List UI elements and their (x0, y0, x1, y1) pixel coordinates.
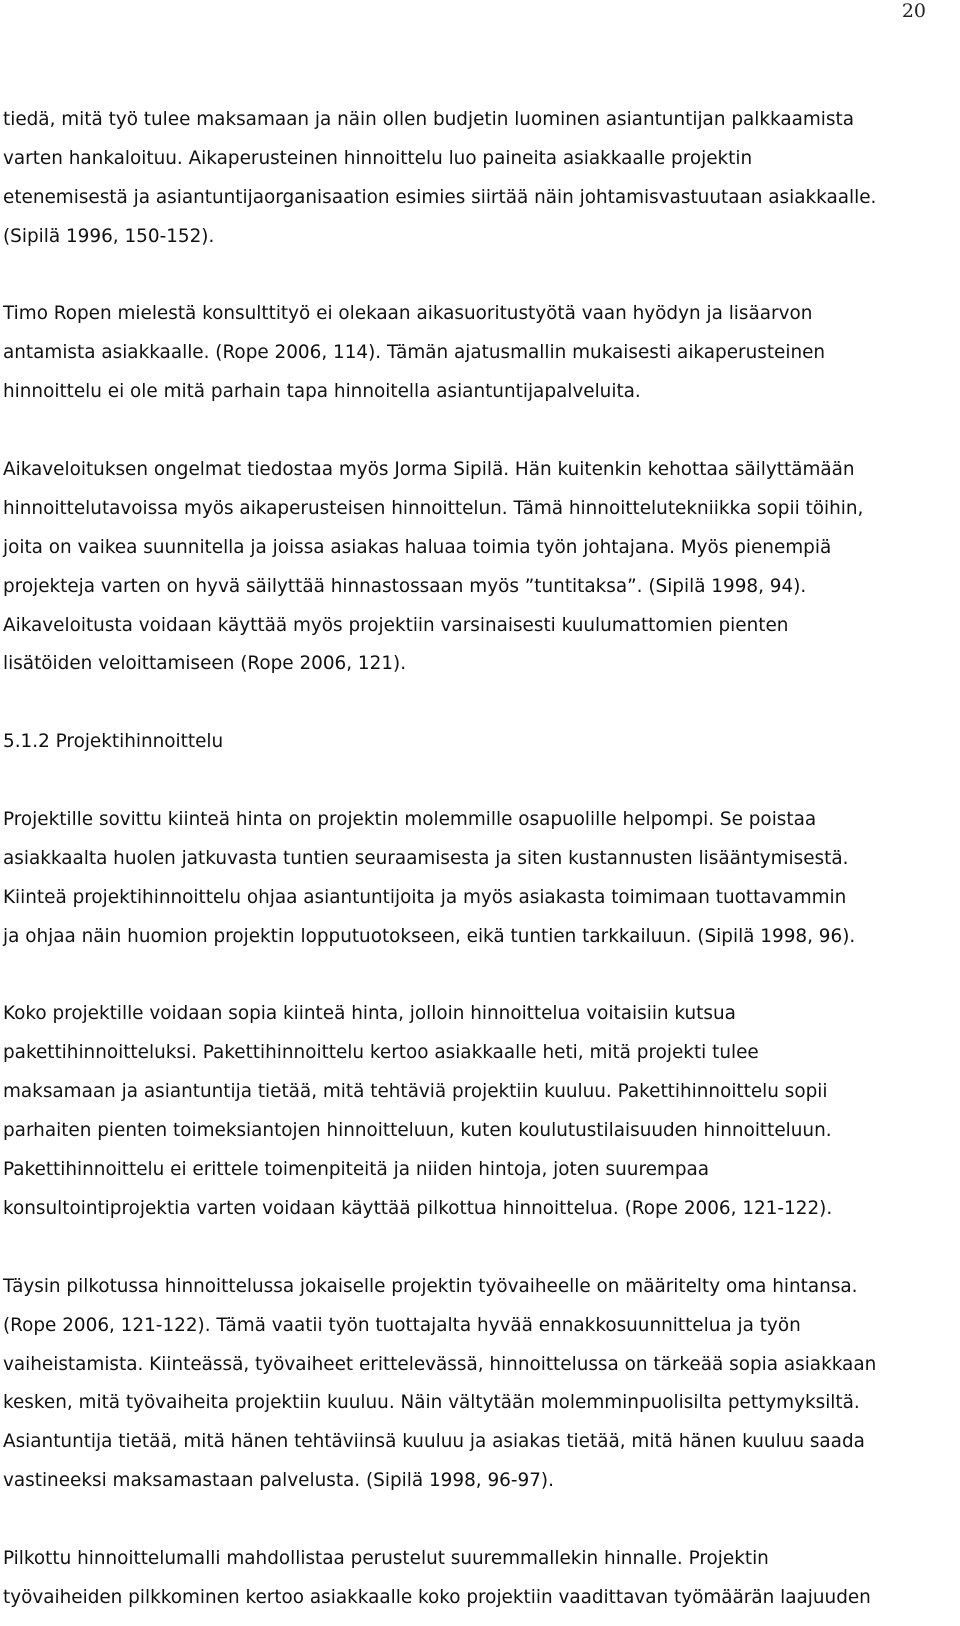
text-line: Täysin pilkotussa hinnoittelussa jokaiselle projektin työvaiheelle on määritelty oma hintansa. (3, 1275, 858, 1297)
text-line: parhaiten pienten toimeksiantojen hinnoitteluun, kuten koulutustilaisuuden hinnoitteluun. (3, 1120, 832, 1142)
paragraph-gap (3, 1229, 938, 1268)
paragraph (3, 295, 938, 412)
paragraph (3, 801, 938, 957)
paragraph-gap (3, 762, 938, 801)
text-line: hinnoittelutavoissa myös aikaperusteisen hinnoittelun. Tämä hinnoittelutekniikka sopii töihin, (3, 497, 864, 519)
section-heading (3, 723, 938, 762)
text-line: asiakkaalta huolen jatkuvasta tuntien seuraamisesta ja siten kustannusten lisääntymisestä. (3, 847, 849, 869)
text-line: pakettihinnoitteluksi. Pakettihinnoittelu kertoo asiakkaalle heti, mitä projekti tulee (3, 1042, 759, 1064)
text-line: etenemisestä ja asiantuntijaorganisaation esimies siirtää näin johtamisvastuutaan asiakkaalle. (3, 186, 877, 208)
document-body (3, 101, 938, 1618)
text-line: vaiheistamista. Kiinteässä, työvaiheet erittelevässä, hinnoittelussa on tärkeää sopia asiakkaan (3, 1353, 877, 1375)
heading-text: 5.1.2 Projektihinnoittelu (3, 731, 224, 753)
text-line: ja ohjaa näin huomion projektin lopputuotokseen, eikä tuntien tarkkailuun. (Sipilä 1998, 96). (3, 925, 856, 947)
text-line: lisätöiden veloittamiseen (Rope 2006, 121). (3, 653, 407, 675)
text-line: vastineeksi maksamastaan palvelusta. (Sipilä 1998, 96-97). (3, 1470, 554, 1492)
paragraph-gap (3, 684, 938, 723)
page-number: 20 (901, 0, 926, 22)
text-line: Koko projektille voidaan sopia kiinteä hinta, jolloin hinnoittelua voitaisiin kutsua (3, 1003, 736, 1025)
text-line: Pakettihinnoittelu ei erittele toimenpiteitä ja niiden hintoja, joten suurempaa (3, 1159, 710, 1181)
text-line: maksamaan ja asiantuntija tietää, mitä tehtäviä projektiin kuuluu. Pakettihinnoittelu sopii (3, 1081, 828, 1103)
paragraph (3, 1540, 938, 1618)
paragraph-gap (3, 1501, 938, 1540)
text-line: joita on vaikea suunnitella ja joissa asiakas haluaa toimia työn johtajana. Myös pienempiä (3, 536, 832, 558)
text-line: Asiantuntija tietää, mitä hänen tehtäviinsä kuuluu ja asiakas tietää, mitä hänen kuuluu saada (3, 1431, 865, 1453)
text-line: konsultointiprojektia varten voidaan käyttää pilkottua hinnoittelua. (Rope 2006, 121-122). (3, 1197, 833, 1219)
text-line: (Rope 2006, 121-122). Tämä vaatii työn tuottajalta hyvää ennakkosuunnittelua ja työn (3, 1314, 801, 1336)
text-line: hinnoittelu ei ole mitä parhain tapa hinnoitella asiantuntijapalveluita. (3, 381, 641, 403)
text-line: tiedä, mitä työ tulee maksamaan ja näin ollen budjetin luominen asiantuntijan palkkaamista (3, 109, 854, 130)
text-line: työvaiheiden pilkkominen kertoo asiakkaalle koko projektiin vaadittavan työmäärän laajuuden (3, 1586, 871, 1608)
text-line: varten hankaloituu. Aikaperusteinen hinnoittelu luo paineita asiakkaalle projektin (3, 147, 753, 169)
paragraph-gap (3, 412, 938, 451)
text-line: Pilkottu hinnoittelumalli mahdollistaa perustelut suuremmallekin hinnalle. Projektin (3, 1547, 769, 1569)
text-line: projekteja varten on hyvä säilyttää hinnastossaan myös ”tuntitaksa”. (Sipilä 1998, 94). (3, 575, 807, 597)
paragraph (3, 451, 938, 684)
text-line: Kiinteä projektihinnoittelu ohjaa asiantuntijoita ja myös asiakasta toimimaan tuottavammin (3, 886, 847, 908)
text-line: (Sipilä 1996, 150-152). (3, 225, 215, 247)
text-line: Aikaveloitusta voidaan käyttää myös projektiin varsinaisesti kuulumattomien pienten (3, 614, 789, 636)
paragraph (3, 995, 938, 1228)
text-line: Timo Ropen mielestä konsulttityö ei olekaan aikasuoritustyötä vaan hyödyn ja lisäarvon (3, 303, 813, 325)
paragraph-gap (3, 957, 938, 996)
paragraph (3, 1268, 938, 1501)
text-line: Aikaveloituksen ongelmat tiedostaa myös Jorma Sipilä. Hän kuitenkin kehottaa säilyttämään (3, 459, 855, 481)
paragraph-gap (3, 257, 938, 296)
text-line: Projektille sovittu kiinteä hinta on projektin molemmille osapuolille helpompi. Se poistaa (3, 809, 817, 831)
text-line: kesken, mitä työvaiheita projektiin kuuluu. Näin vältytään molemminpuolisilta pettymyksiltä. (3, 1392, 860, 1414)
text-line: antamista asiakkaalle. (Rope 2006, 114). Tämän ajatusmallin mukaisesti aikaperusteinen (3, 342, 826, 364)
paragraph (3, 101, 938, 257)
